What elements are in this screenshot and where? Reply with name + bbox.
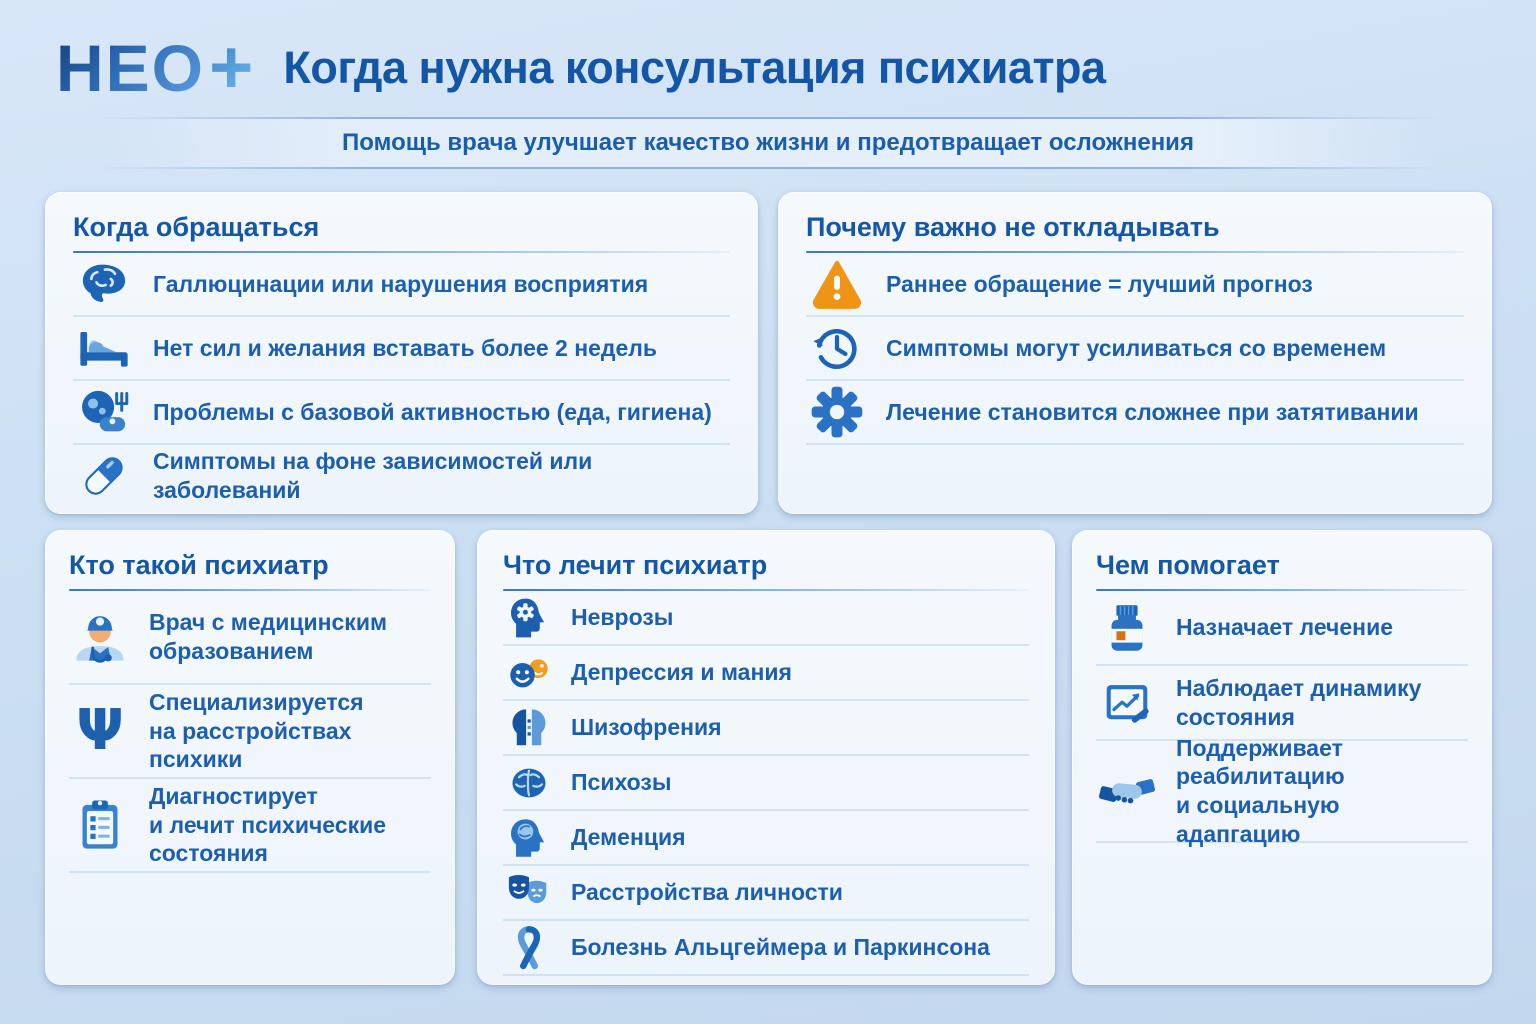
page-title: Когда нужна консультация психиатра [283,42,1106,93]
list-item [806,317,1464,381]
item-text: Наблюдает динамику состояния [1176,674,1422,730]
brain-icon [73,257,135,311]
item-text: Врач с медицинским образованием [149,609,387,664]
subtitle-text: Помощь врача улучшает качество жизни и предотвращает осложнения [342,129,1194,156]
doctor-icon [69,608,131,666]
list-item [503,591,1029,646]
item-text: Психозы [571,769,672,796]
item-text: Шизофрения [571,714,722,741]
clipboard-icon [69,797,131,853]
bed-icon [73,321,135,375]
item-text: Галлюцинации или нарушения восприятия [153,270,649,297]
card-title: Чем помогает [1096,550,1280,580]
dementia-head-icon [503,815,555,861]
neo-plus-logo [56,25,254,110]
item-text: Неврозы [571,604,674,631]
awareness-ribbon-icon [503,925,555,971]
card-title: Кто такой психиатр [69,550,329,580]
head-gear-icon [503,595,555,641]
list-item [503,701,1029,756]
list-item [1096,591,1468,666]
card-who-is-psychiatrist [45,530,455,985]
list-item [503,866,1029,921]
list-item [73,253,730,317]
card-when-to-seek [45,192,758,514]
item-text: Проблемы с базовой активностью (еда, гигиена) [153,398,712,425]
list-item [806,253,1464,317]
warning-icon [806,257,868,311]
split-head-icon [503,705,555,751]
list-item [69,779,431,873]
list-item [503,646,1029,701]
card-title: Что лечит психиатр [503,550,768,580]
item-text: Расстройства личности [571,879,843,906]
list-item [1096,666,1468,741]
medicine-bottle-icon [1096,602,1158,654]
handshake-icon [1096,763,1158,819]
card-what-treats [477,530,1055,985]
item-text: Симптомы могут усиливаться со временем [886,334,1387,361]
item-text: Поддерживает реабилитацию и социальную адапгацию [1176,734,1345,847]
list-item [73,381,730,445]
theater-masks-icon [503,870,555,916]
card-how-helps [1072,530,1492,985]
meal-icon [73,385,135,439]
card-title: Когда обращаться [73,212,320,242]
list-item [1096,734,1468,847]
item-text: Деменция [571,824,686,851]
chart-icon [1096,677,1158,729]
item-text: Лечение становится сложнее при затятивании [886,398,1419,425]
item-text: Назначает лечение [1176,614,1394,641]
card-why-not-delay [778,192,1492,514]
psychosis-brain-icon [503,760,555,806]
list-item [69,591,431,685]
item-text: Болезнь Альцгеймера и Паркинсона [571,934,990,961]
mood-faces-icon [503,650,555,696]
logo-text: НЕО [56,31,206,105]
logo-plus-icon: + [209,25,254,110]
item-text: Нет сил и желания вставать более 2 недель [153,334,658,361]
list-item [73,317,730,381]
item-text: Раннее обращение = лучший прогноз [886,270,1313,297]
gear-icon [806,385,868,439]
capsule-icon [73,449,135,503]
list-item [69,685,431,779]
item-text: Депрессия и мания [571,659,792,686]
clock-history-icon [806,321,868,375]
card-title: Почему важно не откладывать [806,212,1220,242]
item-text: Специализируется на расстройствах психики [149,688,364,773]
list-item [806,381,1464,445]
list-item [503,811,1029,866]
list-item [73,445,730,507]
header [56,25,1106,110]
list-item [503,921,1029,976]
item-text: Диагностирует и лечит психические состояния [149,782,387,867]
psi-symbol-icon: Ψ [76,698,124,763]
list-item [503,756,1029,811]
subtitle-banner [0,117,1536,169]
item-text: Симптомы на фоне зависимостей или заболеваний [153,448,593,503]
